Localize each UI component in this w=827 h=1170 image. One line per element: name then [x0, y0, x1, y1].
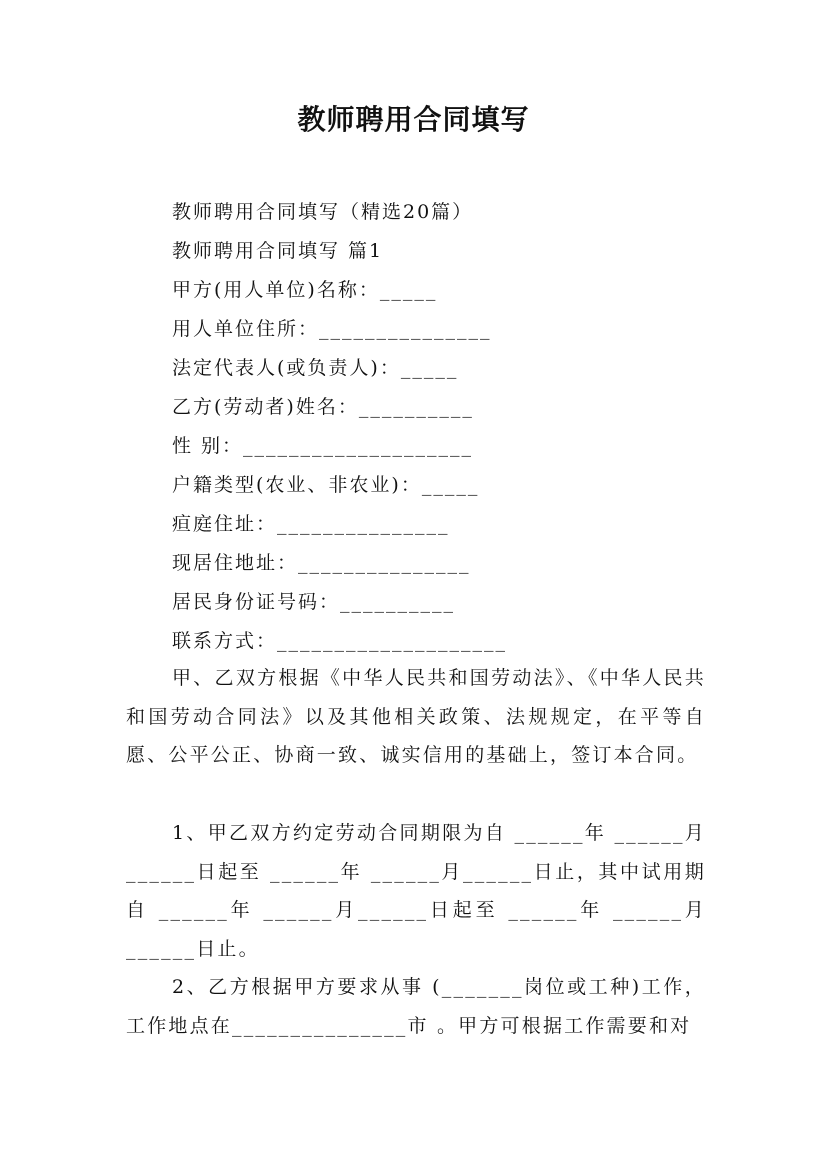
paragraph-job: 2、乙方根据甲方要求从事 (_______岗位或工种)工作，工作地点在_______________市 。甲方可根据工作需要和对 [126, 976, 706, 1037]
field-employer-address: 用人单位住所：_______________ [172, 318, 492, 340]
subtitle-selected-20: 教师聘用合同填写（精选20篇） [172, 201, 474, 223]
contract-field-list [172, 193, 732, 661]
document-title: 教师聘用合同填写 [297, 103, 530, 136]
field-id-number: 居民身份证号码：__________ [172, 591, 456, 613]
field-party-a-name: 甲方(用人单位)名称：_____ [172, 279, 438, 301]
field-legal-representative: 法定代表人(或负责人)：_____ [172, 357, 459, 379]
paragraph-intro: 甲、乙双方根据《中华人民共和国劳动法》、《中华人民共和国劳动合同法》以及其他相关政策、法规规定，在平等自愿、公平公正、协商一致、诚实信用的基础上，签订本合同。 [126, 667, 706, 766]
field-gender: 性 别：____________________ [172, 435, 474, 457]
field-home-address: 疸庭住址：_______________ [172, 513, 450, 535]
field-household-type: 户籍类型(农业、非农业)：_____ [172, 474, 480, 496]
paragraph-term: 1、甲乙双方约定劳动合同期限为自 ______年 ______月______日起至 ______年 ______月______日止，其中试用期自 ______年 ______月______日起至 ______年 ______月______日止。 [126, 822, 706, 960]
section-heading-part-1: 教师聘用合同填写 篇1 [172, 240, 384, 262]
field-current-address: 现居住地址：_______________ [172, 552, 471, 574]
field-party-b-name: 乙方(劳动者)姓名：__________ [172, 396, 474, 418]
field-contact: 联系方式：____________________ [172, 630, 508, 652]
